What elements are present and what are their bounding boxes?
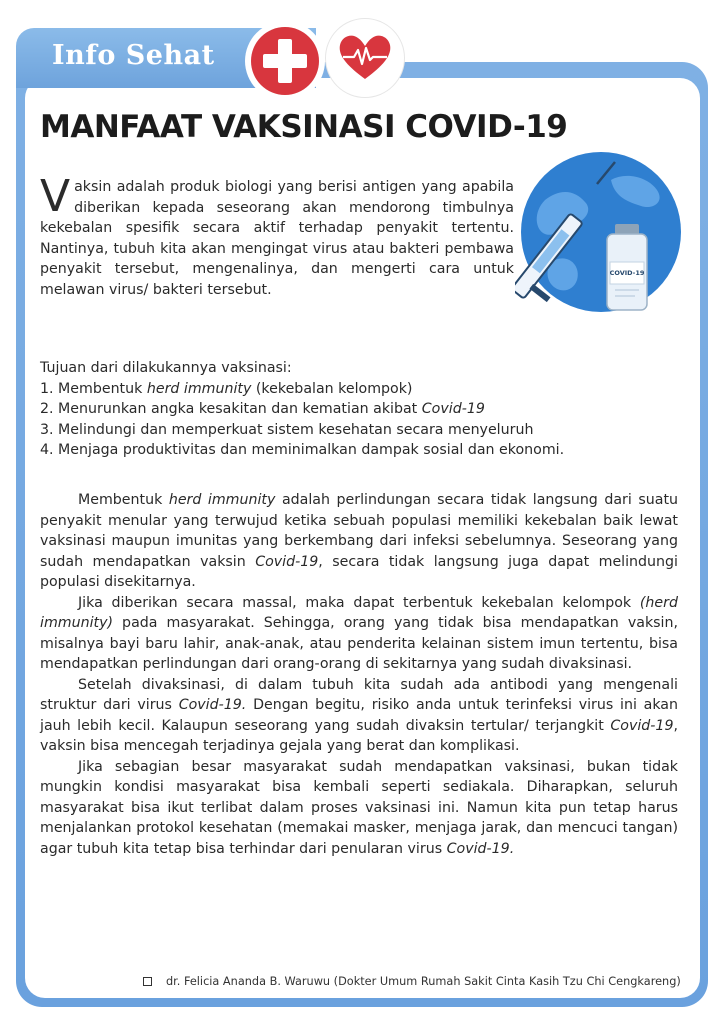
medical-cross-icon (251, 27, 319, 95)
article-body (40, 490, 678, 859)
intro-paragraph (40, 171, 514, 300)
heart-badge (325, 18, 405, 98)
vaccine-vial-icon (607, 224, 647, 310)
section-label: Info Sehat (52, 40, 215, 71)
author-credit (143, 975, 681, 988)
list-item: 4. Menjaga produktivitas dan meminimalkan dampak sosial dan ekonomi. (40, 442, 565, 458)
intro-text: aksin adalah produk biologi yang berisi antigen yang apabila diberikan kepada seseorang akan mendorong timbulnya kekebalan spesifik secara aktif terhadap penyakit tertentu. Nantinya, tubuh kita akan mengingat virus atau bakteri pembawa penyakit tersebut, mengenalinya, dan mengerti cara untuk melawan virus/ bakteri tersebut. (40, 179, 514, 298)
article-title: MANFAAT VAKSINASI COVID-19 (40, 109, 568, 145)
list-item: 1. Membentuk herd immunity (kekebalan kelompok) (40, 380, 413, 397)
list-item: 3. Melindungi dan memperkuat sistem kesehatan secara menyeluruh (40, 421, 534, 438)
body-paragraph: Jika diberikan secara massal, maka dapat terbentuk kekebalan kelompok (herd immunity) pada masyarakat. Sehingga, orang yang tidak bisa mendapatkan vaksin, misalnya bayi baru lahir, anak-anak, atau penderita kelainan sistem imun tertentu, bisa mendapatkan perlindungan dari orang-orang di sekitarnya yang sudah divaksinasi. (40, 594, 678, 672)
goals-heading: Tujuan dari dilakukannya vaksinasi: (40, 360, 292, 376)
body-paragraph: Setelah divaksinasi, di dalam tubuh kita sudah ada antibodi yang mengenali struktur dari virus Covid-19. Dengan begitu, risiko anda untuk terinfeksi virus ini akan jauh lebih kecil. Kalaupun seseorang yang sudah divaksin tertular/ terjangkit Covid-19, vaksin bisa mencegah terjadinya gejala yang berat dan komplikasi. (40, 676, 678, 754)
body-paragraph: Jika sebagian besar masyarakat sudah mendapatkan vaksinasi, bukan tidak mungkin kondisi masyarakat bisa kembali seperti sediakala. Diharapkan, seluruh masyarakat bisa ikut terlibat dalam proses vaksinasi ini. Namun kita pun tetap harus menjalankan protokol kesehatan (memakai masker, menjaga jarak, dan mencuci tangan) agar tubuh kita tetap bisa terhindar dari penularan virus Covid-19. (40, 758, 678, 857)
goals-list (40, 358, 680, 461)
heartbeat-icon (326, 19, 404, 97)
author-text: dr. Felicia Ananda B. Waruwu (Dokter Umum Rumah Sakit Cinta Kasih Tzu Chi Cengkareng) (166, 975, 681, 988)
drop-cap: V (40, 171, 71, 222)
list-item: 2. Menurunkan angka kesakitan dan kematian akibat Covid-19 (40, 401, 485, 417)
svg-text:COVID-19: COVID-19 (609, 269, 645, 277)
medical-cross-badge (245, 21, 325, 101)
checkbox-bullet-icon (143, 977, 152, 986)
body-paragraph: Membentuk herd immunity adalah perlindungan secara tidak langsung dari suatu penyakit menular yang terwujud ketika sebuah populasi memiliki kekebalan baik lewat vaksinasi maupun imunitas yang berkembang dari infeksi sebelumnya. Seseorang yang sudah mendapatkan vaksin Covid-19, secara tidak langsung juga dapat melindungi populasi disekitarnya. (40, 492, 678, 590)
vaccine-illustration (515, 150, 687, 320)
